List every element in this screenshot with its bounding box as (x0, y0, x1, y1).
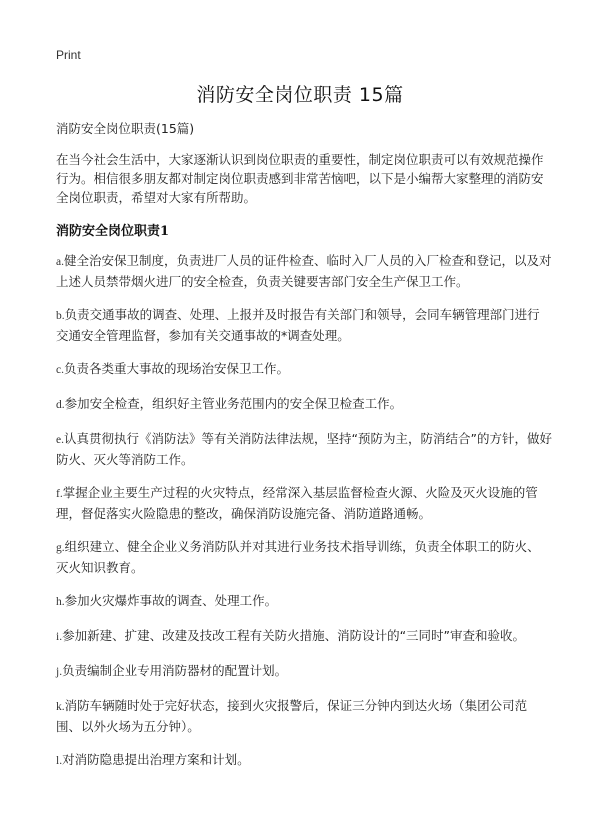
duty-marker: d. (56, 399, 65, 411)
duty-text: 组织建立、健全企业义务消防队并对其进行业务技术指导训练，负责全体职工的防火、灭火知识教育。 (56, 539, 540, 575)
duty-item-l (56, 750, 552, 771)
duty-item-k (56, 696, 552, 736)
duty-text: 参加新建、扩建、改建及技改工程有关防火措施、消防设计的“三同时”审查和验收。 (62, 628, 526, 643)
duty-text: 认真贯彻执行《消防法》等有关消防法律法规，坚持“预防为主，防消结合”的方针，做好防火、灭火等消防工作。 (56, 431, 552, 467)
duty-item-d (56, 394, 552, 415)
duty-marker: h. (56, 596, 65, 608)
duty-text: 对消防隐患提出治理方案和计划。 (62, 752, 250, 767)
duty-marker: l. (56, 755, 63, 767)
document-body (56, 120, 552, 785)
duty-item-b (56, 305, 552, 345)
duty-text: 健全治安保卫制度，负责进厂人员的证件检查、临时入厂人员的入厂检查和登记，以及对上述人员禁带烟火进厂的安全检查，负责关键要害部门安全生产保卫工作。 (56, 253, 552, 289)
duty-item-f (56, 483, 552, 523)
duty-text: 负责交通事故的调查、处理、上报并及时报告有关部门和领导，会同车辆管理部门进行交通安全管理监督，参加有关交通事故的*调查处理。 (56, 307, 540, 343)
duty-item-c (56, 359, 552, 380)
duty-item-j (56, 661, 552, 682)
duty-text: 参加安全检查，组织好主管业务范围内的安全保卫检查工作。 (64, 396, 403, 411)
duty-marker: j. (56, 666, 63, 678)
duty-marker: b. (56, 310, 65, 322)
duty-text: 负责各类重大事故的现场治安保卫工作。 (63, 361, 289, 376)
intro-paragraph: 在当今社会生活中，大家逐渐认识到岗位职责的重要性，制定岗位职责可以有效规范操作行为。相信很多朋友都对制定岗位职责感到非常苦恼吧，以下是小编帮大家整理的消防安全岗位职责，希望对大家有所帮助。 (56, 152, 544, 205)
duty-text: 参加火灾爆炸事故的调查、处理工作。 (64, 593, 278, 608)
duty-marker: f. (56, 488, 63, 500)
duty-marker: a. (56, 256, 64, 268)
duty-item-e (56, 429, 552, 469)
duty-marker: c. (56, 364, 64, 376)
print-link[interactable]: Print (56, 48, 81, 62)
section-heading: 消防安全岗位职责1 (56, 224, 170, 239)
duty-text: 掌握企业主要生产过程的火灾特点，经常深入基层监督检查火源、火险及灭火设施的管理，督促落实火险隐患的整改，确保消防设施完备、消防道路通畅。 (56, 485, 538, 521)
duty-marker: e. (56, 434, 64, 446)
document-title: 消防安全岗位职责 15篇 (196, 84, 404, 106)
duty-marker: k. (56, 701, 65, 713)
duty-item-i (56, 626, 552, 647)
document-subtitle: 消防安全岗位职责(15篇) (56, 121, 195, 136)
duty-item-g (56, 537, 552, 577)
duty-text: 消防车辆随时处于完好状态，接到火灾报警后，保证三分钟内到达火场（集团公司范围、以外火场为五分钟）。 (56, 698, 528, 734)
duty-marker: g. (56, 542, 65, 554)
duty-text: 负责编制企业专用消防器材的配置计划。 (62, 663, 288, 678)
duty-marker: i. (56, 631, 63, 643)
duty-item-h (56, 591, 552, 612)
duty-item-a (56, 251, 552, 291)
